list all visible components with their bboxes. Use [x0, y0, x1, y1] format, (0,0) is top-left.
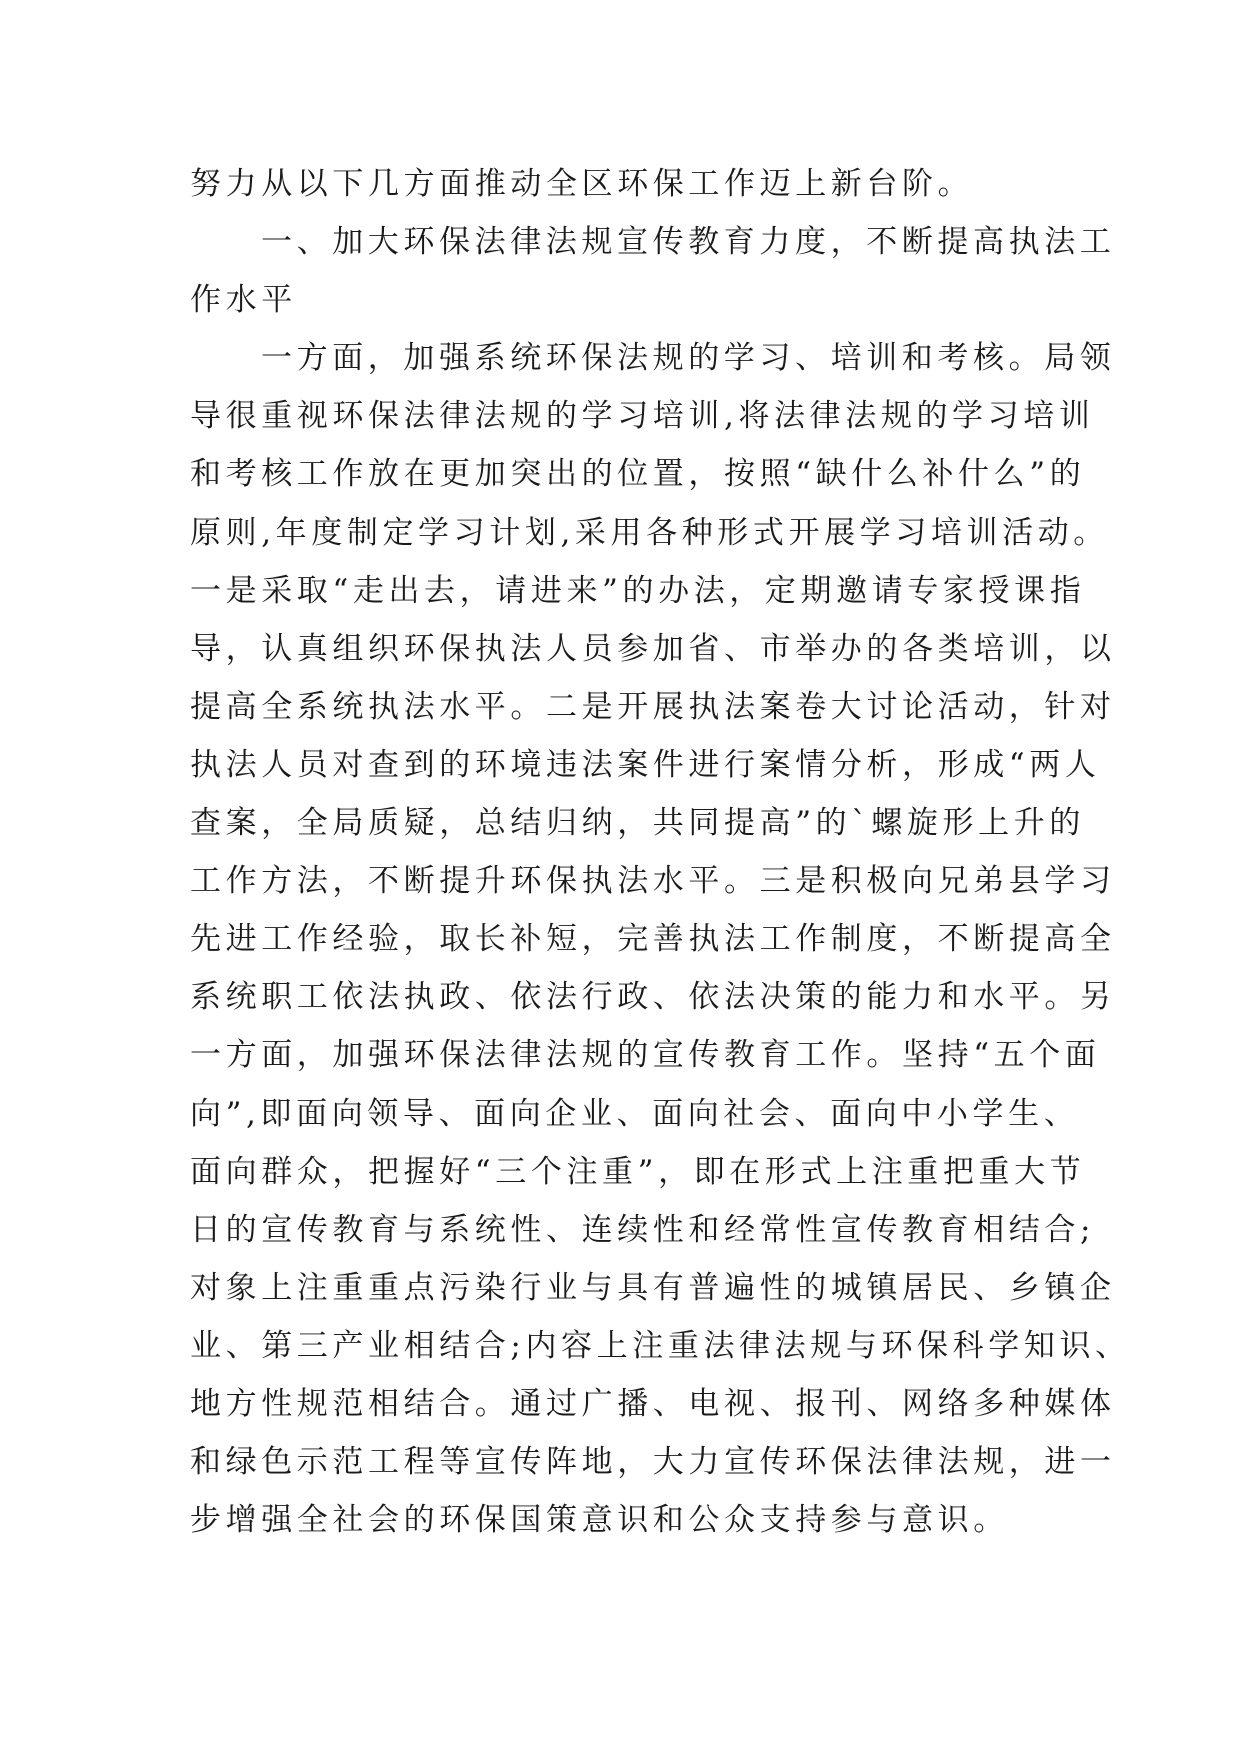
text-line: 一方面，加强环保法律法规的宣传教育工作。坚持“五个面	[190, 1037, 1101, 1074]
text-line: 工作方法，不断提升环保执法水平。三是积极向兄弟县学习	[190, 863, 1116, 900]
text-line: 一是采取“走出去，请进来”的办法，定期邀请专家授课指	[190, 572, 1086, 609]
text-line: 步增强全社会的环保国策意识和公众支持参与意识。	[190, 1502, 1009, 1539]
text-line: 系统职工依法执政、依法行政、依法决策的能力和水平。另	[190, 979, 1116, 1016]
text-line: 提高全系统执法水平。二是开展执法案卷大讨论活动，针对	[190, 688, 1116, 725]
text-line: 面向群众，把握好“三个注重”，即在形式上注重把重大节	[190, 1153, 1086, 1190]
text-line: 执法人员对查到的环境违法案件进行案情分析，形成“两人	[190, 746, 1101, 783]
text-line: 努力从以下几方面推动全区环保工作迈上新台阶。	[190, 166, 974, 202]
text-line: 对象上注重重点污染行业与具有普遍性的城镇居民、乡镇企	[190, 1269, 1116, 1306]
text-line: 导很重视环保法律法规的学习培训,将法律法规的学习培训	[190, 398, 1095, 435]
text-line: 业、第三产业相结合;内容上注重法律法规与环保科学知识、	[190, 1327, 1131, 1364]
section-heading-line: 作水平	[190, 282, 297, 319]
text-line: 日的宣传教育与系统性、连续性和经常性宣传教育相结合;	[190, 1211, 1096, 1248]
text-line: 向”,即面向领导、面向企业、面向社会、面向中小学生、	[190, 1095, 1080, 1132]
section-heading-line: 一、加大环保法律法规宣传教育力度，不断提高执法工	[261, 224, 1116, 261]
text-line: 和绿色示范工程等宣传阵地，大力宣传环保法律法规，进一	[190, 1444, 1116, 1481]
text-line: 和考核工作放在更加突出的位置，按照“缺什么补什么”的	[190, 456, 1086, 493]
body-text	[190, 155, 1131, 1549]
text-line: 地方性规范相结合。通过广播、电视、报刊、网络多种媒体	[190, 1385, 1116, 1422]
text-line: 原则,年度制定学习计划,采用各种形式开展学习培训活动。	[190, 514, 1109, 551]
text-line: 一方面，加强系统环保法规的学习、培训和考核。局领	[261, 340, 1116, 377]
text-line: 查案，全局质疑，总结归纳，共同提高”的`螺旋形上升的	[190, 805, 1085, 842]
text-line: 先进工作经验，取长补短，完善执法工作制度，不断提高全	[190, 921, 1116, 958]
text-line: 导，认真组织环保执法人员参加省、市举办的各类培训，以	[190, 630, 1116, 667]
